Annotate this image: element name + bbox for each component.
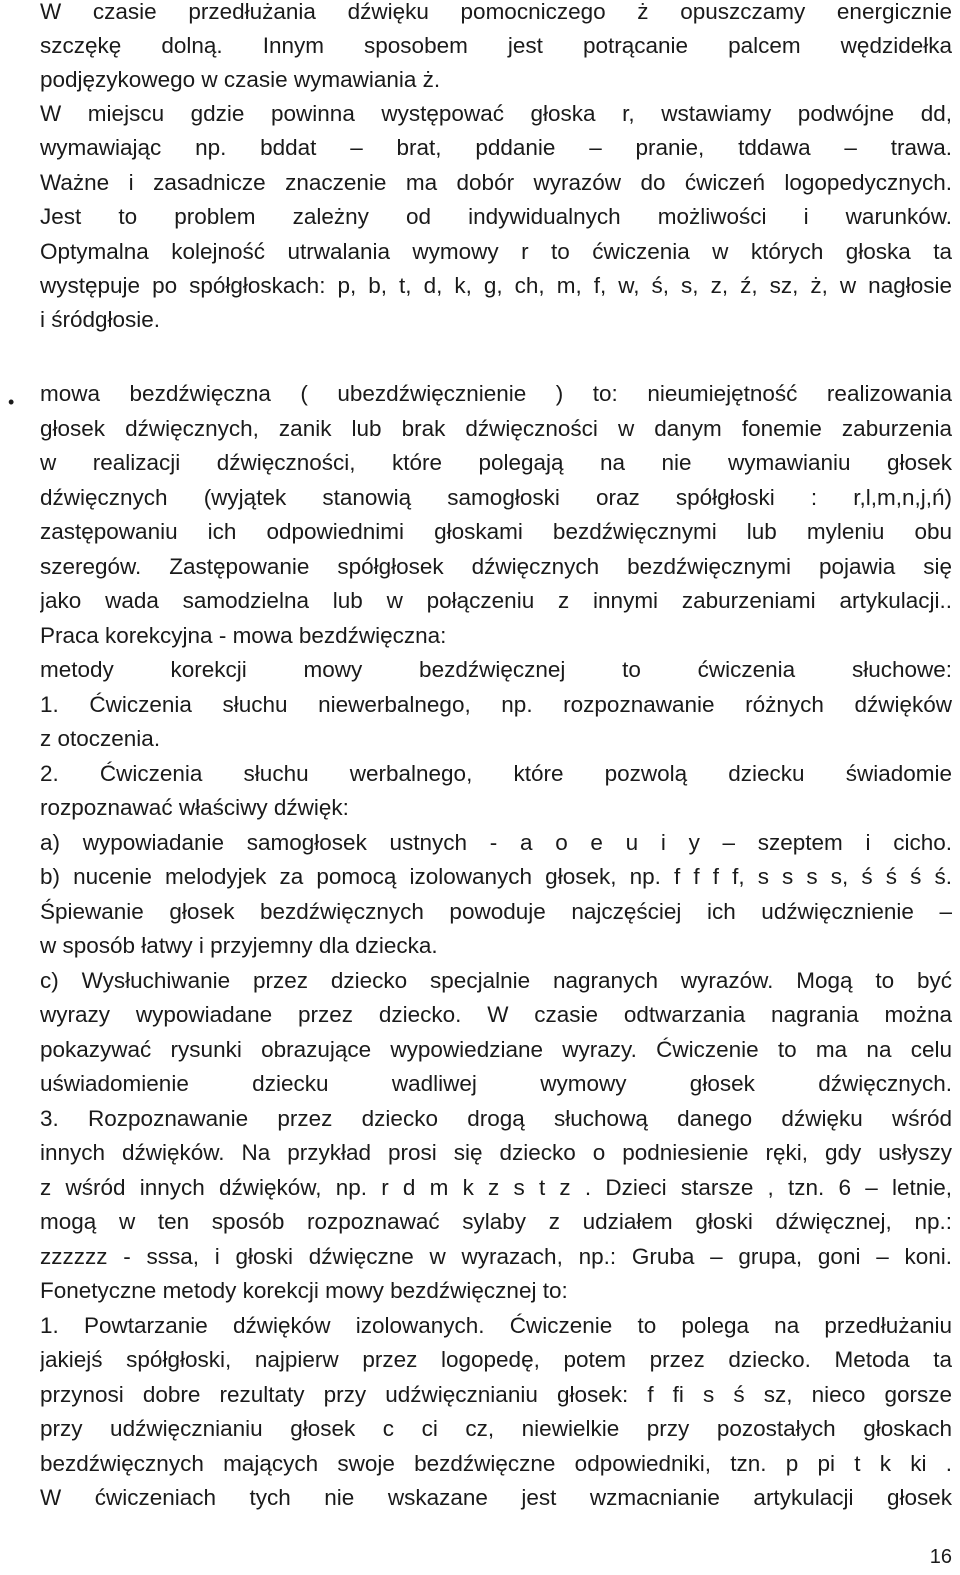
text-line: w realizacji dźwięczności, które polegają na nie wymawianiu głosek [40, 450, 952, 475]
bullet-marker: • [8, 392, 15, 412]
text-line: pokazywać rysunki obrazujące wypowiedziane wyrazy. Ćwiczenie to ma na celu [40, 1037, 952, 1062]
text-line: b) nucenie melodyjek za pomocą izolowanych głosek, np. f f f f, s s s s, ś ś ś ś. [40, 864, 952, 889]
text-line: W ćwiczeniach tych nie wskazane jest wzmacnianie artykulacji głosek [40, 1485, 952, 1510]
text-line: 1. Powtarzanie dźwięków izolowanych. Ćwiczenie to polega na przedłużaniu [40, 1313, 952, 1338]
text-line: innych dźwięków. Na przykład prosi się dziecko o podniesienie ręki, gdy usłyszy [40, 1140, 952, 1165]
text-line: występuje po spółgłoskach: p, b, t, d, k, g, ch, m, f, w, ś, s, z, ź, sz, ż, w nagłosie [40, 273, 952, 298]
text-line: Ważne i zasadnicze znaczenie ma dobór wyrazów do ćwiczeń logopedycznych. [40, 170, 952, 195]
text-line: szeregów. Zastępowanie spółgłosek dźwięcznych bezdźwięcznymi pojawia się [40, 554, 952, 579]
text-line: Optymalna kolejność utrwalania wymowy r to ćwiczenia w których głoska ta [40, 239, 952, 264]
text-line: Fonetyczne metody korekcji mowy bezdźwięcznej to: [40, 1278, 568, 1303]
text-line: mogą w ten sposób rozpoznawać sylaby z udziałem głoski dźwięcznej, np.: [40, 1209, 952, 1234]
text-line: c) Wysłuchiwanie przez dziecko specjalnie nagranych wyrazów. Mogą to być [40, 968, 952, 993]
text-line: z otoczenia. [40, 726, 161, 751]
text-line: Praca korekcyjna - mowa bezdźwięczna: [40, 623, 447, 648]
text-line: a) wypowiadanie samogłosek ustnych - a o e u i y – szeptem i cicho. [40, 830, 952, 855]
text-line: dźwięcznych (wyjątek stanowią samogłoski oraz spółgłoski : r,l,m,n,j,ń) [40, 485, 952, 510]
text-line: i śródgłosie. [40, 307, 161, 332]
text-line: jakiejś spółgłoski, najpierw przez logopedę, potem przez dziecko. Metoda ta [40, 1347, 952, 1372]
text-line: głosek dźwięcznych, zanik lub brak dźwięczności w danym fonemie zaburzenia [40, 416, 952, 441]
text-line: bezdźwięcznych mających swoje bezdźwięczne odpowiedniki, tzn. p pi t k ki . [40, 1451, 952, 1476]
text-line: rozpoznawać właściwy dźwięk: [40, 795, 349, 820]
text-line: Śpiewanie głosek bezdźwięcznych powoduje najczęściej ich udźwięcznienie – [40, 899, 952, 924]
text-line: W czasie przedłużania dźwięku pomocniczego ż opuszczamy energicznie [40, 0, 952, 24]
text-line: metody korekcji mowy bezdźwięcznej to ćwiczenia słuchowe: [40, 657, 952, 682]
text-line: jako wada samodzielna lub w połączeniu z innymi zaburzeniami artykulacji.. [40, 588, 952, 613]
text-line: z wśród innych dźwięków, np. r d m k z s t z . Dzieci starsze , tzn. 6 – letnie, [40, 1175, 952, 1200]
text-line: szczękę dolną. Innym sposobem jest potrącanie palcem wędzidełka [40, 33, 952, 58]
text-line: przynosi dobre rezultaty przy udźwięcznianiu głosek: f fi s ś sz, nieco gorsze [40, 1382, 952, 1407]
text-line: 3. Rozpoznawanie przez dziecko drogą słuchową danego dźwięku wśród [40, 1106, 952, 1131]
text-line: zastępowaniu ich odpowiednimi głoskami bezdźwięcznymi lub myleniu obu [40, 519, 952, 544]
text-line: 2. Ćwiczenia słuchu werbalnego, które pozwolą dziecku świadomie [40, 761, 952, 786]
text-line: w sposób łatwy i przyjemny dla dziecka. [40, 933, 438, 958]
text-line: wyrazy wypowiadane przez dziecko. W czasie odtwarzania nagrania można [40, 1002, 952, 1027]
text-line: W miejscu gdzie powinna występować głoska r, wstawiamy podwójne dd, [40, 101, 952, 126]
text-line: przy udźwięcznianiu głosek c ci cz, niewielkie przy pozostałych głoskach [40, 1416, 952, 1441]
text-line: Jest to problem zależny od indywidualnych możliwości i warunków. [40, 204, 952, 229]
text-line: zzzzzz - sssa, i głoski dźwięczne w wyrazach, np.: Gruba – grupa, goni – koni. [40, 1244, 952, 1269]
page-number: 16 [929, 1546, 952, 1568]
text-line: uświadomienie dziecku wadliwej wymowy głosek dźwięcznych. [40, 1071, 952, 1096]
text-line: podjęzykowego w czasie wymawiania ż. [40, 67, 441, 92]
text-line: mowa bezdźwięczna ( ubezdźwięcznienie ) to: nieumiejętność realizowania [40, 381, 952, 406]
text-line: 1. Ćwiczenia słuchu niewerbalnego, np. rozpoznawanie różnych dźwięków [40, 692, 952, 717]
text-line: wymawiając np. bddat – brat, pddanie – pranie, tddawa – trawa. [40, 135, 952, 160]
